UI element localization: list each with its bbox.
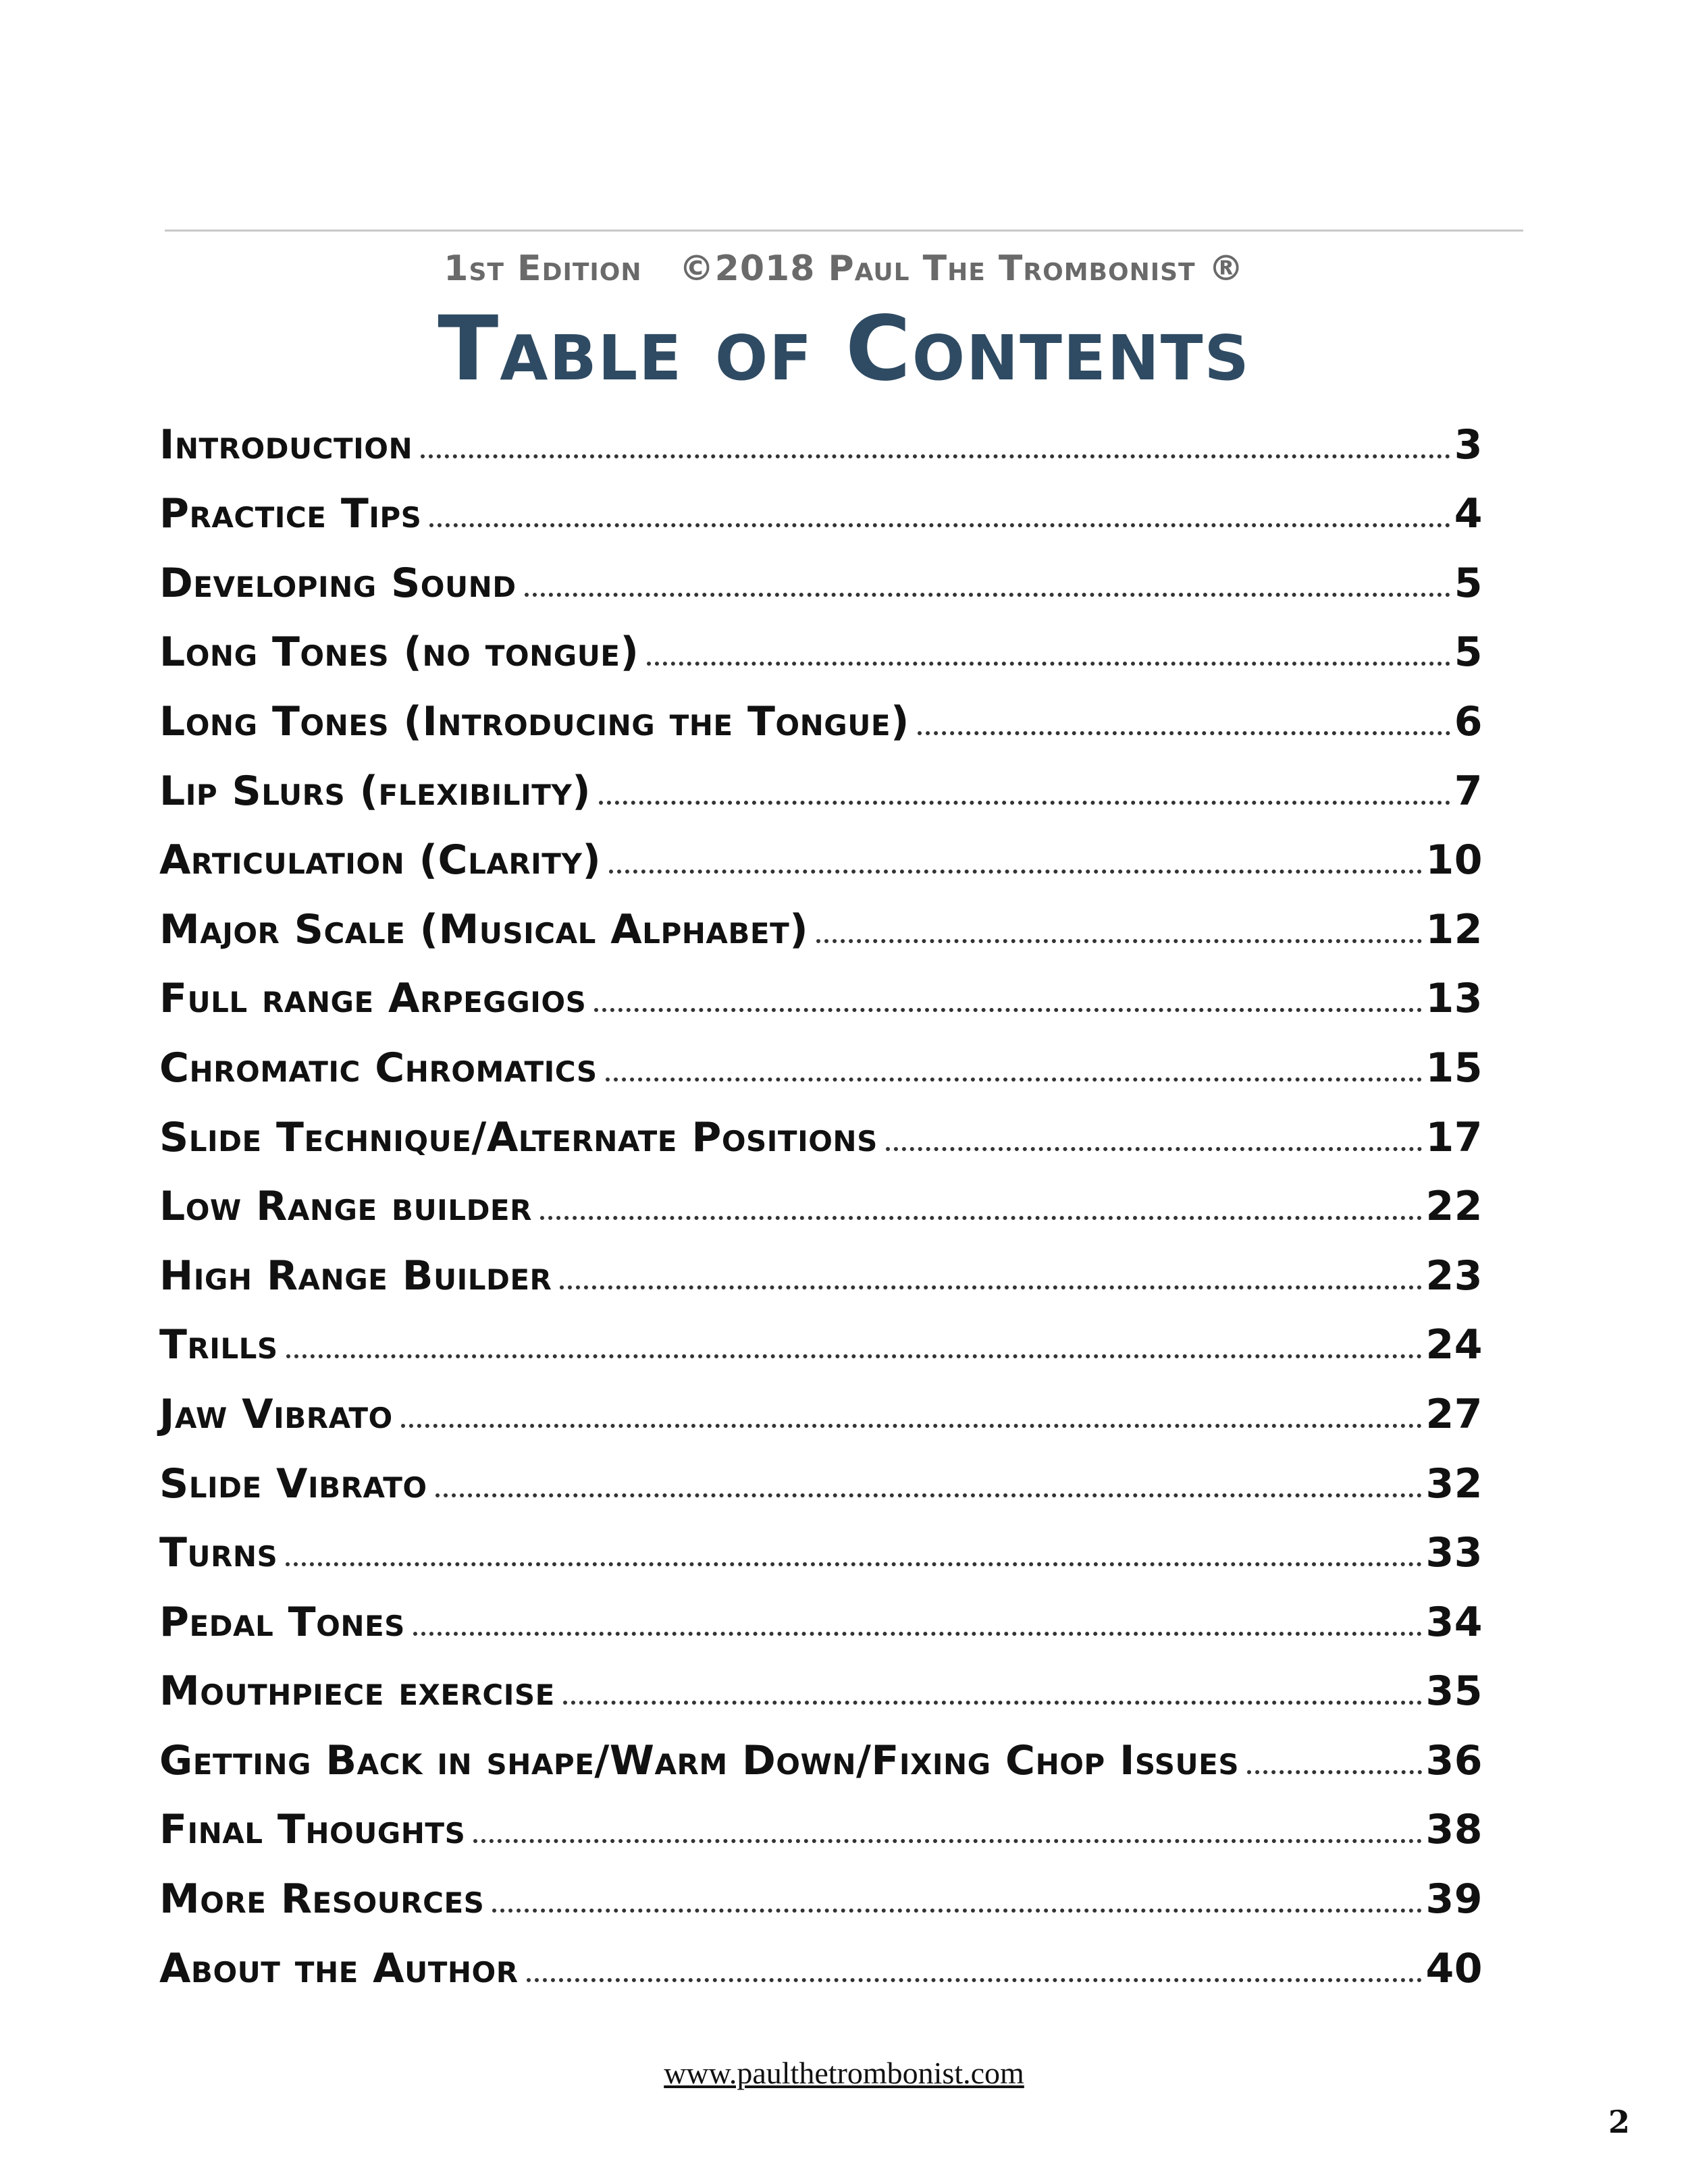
toc-entry-page: 3 xyxy=(1454,421,1483,469)
toc-entry-label: Developing Sound xyxy=(159,559,517,607)
toc-entry[interactable] xyxy=(159,672,1483,745)
toc-entry-label: Slide Technique/Alternate Positions xyxy=(159,1113,878,1161)
toc-entry[interactable] xyxy=(159,1435,1483,1508)
toc-entry-label: Articulation (Clarity) xyxy=(159,836,602,884)
toc-dot-leader xyxy=(599,801,1450,805)
toc-dot-leader xyxy=(560,1285,1421,1289)
toc-entry[interactable] xyxy=(159,1781,1483,1854)
toc-dot-leader xyxy=(886,1147,1422,1151)
table-of-contents xyxy=(159,396,1483,1992)
toc-entry-page: 33 xyxy=(1425,1529,1483,1577)
toc-dot-leader xyxy=(473,1839,1421,1843)
page-number: 2 xyxy=(1608,2104,1630,2140)
toc-dot-leader xyxy=(436,1493,1422,1497)
toc-entry[interactable] xyxy=(159,1227,1483,1300)
toc-entry-page: 15 xyxy=(1425,1044,1483,1092)
toc-dot-leader xyxy=(429,523,1450,527)
toc-entry[interactable] xyxy=(159,1711,1483,1784)
toc-dot-leader xyxy=(609,870,1421,874)
toc-entry-page: 7 xyxy=(1454,767,1483,815)
toc-entry-label: High Range Builder xyxy=(159,1252,552,1300)
toc-entry-label: Major Scale (Musical Alphabet) xyxy=(159,905,809,953)
edition-line xyxy=(0,248,1688,289)
toc-dot-leader xyxy=(540,1216,1422,1220)
toc-entry-page: 17 xyxy=(1425,1113,1483,1161)
toc-entry-page: 5 xyxy=(1454,559,1483,607)
toc-entry-label: About the Author xyxy=(159,1944,519,1992)
toc-dot-leader xyxy=(492,1909,1421,1913)
header-rule xyxy=(165,230,1523,232)
toc-entry[interactable] xyxy=(159,880,1483,953)
toc-entry[interactable] xyxy=(159,465,1483,538)
toc-entry-page: 4 xyxy=(1454,490,1483,538)
toc-entry-label: Pedal Tones xyxy=(159,1598,405,1646)
toc-entry-label: Lip Slurs (flexibility) xyxy=(159,767,591,815)
toc-dot-leader xyxy=(563,1701,1422,1705)
toc-entry[interactable] xyxy=(159,534,1483,607)
toc-entry-label: Mouthpiece exercise xyxy=(159,1668,555,1715)
footer xyxy=(0,2055,1688,2091)
toc-entry[interactable] xyxy=(159,1088,1483,1161)
toc-entry[interactable] xyxy=(159,396,1483,469)
toc-entry-page: 39 xyxy=(1425,1875,1483,1923)
toc-entry-page: 40 xyxy=(1425,1944,1483,1992)
toc-entry[interactable] xyxy=(159,1850,1483,1923)
toc-entry-label: Getting Back in shape/Warm Down/Fixing Chop Issues xyxy=(159,1736,1240,1784)
toc-dot-leader xyxy=(525,593,1450,597)
toc-entry-page: 27 xyxy=(1425,1390,1483,1438)
toc-entry[interactable] xyxy=(159,1919,1483,1992)
toc-entry-label: Turns xyxy=(159,1529,278,1577)
toc-dot-leader xyxy=(606,1077,1422,1082)
toc-dot-leader xyxy=(286,1562,1421,1566)
toc-entry[interactable] xyxy=(159,742,1483,815)
toc-entry-label: Long Tones (Introducing the Tongue) xyxy=(159,697,909,745)
toc-dot-leader xyxy=(413,1632,1422,1636)
toc-entry[interactable] xyxy=(159,1019,1483,1092)
toc-entry-page: 36 xyxy=(1425,1736,1483,1784)
toc-entry-page: 6 xyxy=(1454,697,1483,745)
toc-entry-label: Full range Arpeggios xyxy=(159,975,587,1023)
toc-entry[interactable] xyxy=(159,604,1483,676)
toc-entry-label: Jaw Vibrato xyxy=(159,1390,393,1438)
toc-entry-page: 24 xyxy=(1425,1321,1483,1369)
toc-entry-page: 5 xyxy=(1454,629,1483,676)
toc-entry-label: Practice Tips xyxy=(159,490,422,538)
toc-entry-label: Introduction xyxy=(159,421,413,469)
toc-entry-page: 12 xyxy=(1425,905,1483,953)
toc-entry-page: 38 xyxy=(1425,1806,1483,1854)
website-link[interactable]: www.paulthetrombonist.com xyxy=(664,2056,1024,2090)
toc-entry[interactable] xyxy=(159,1365,1483,1438)
toc-dot-leader xyxy=(647,662,1450,666)
toc-entry-page: 34 xyxy=(1425,1598,1483,1646)
toc-entry[interactable] xyxy=(159,1504,1483,1577)
toc-entry-page: 22 xyxy=(1425,1183,1483,1231)
toc-entry-label: Chromatic Chromatics xyxy=(159,1044,598,1092)
toc-dot-leader xyxy=(594,1008,1421,1012)
toc-entry-page: 10 xyxy=(1425,836,1483,884)
toc-entry-label: Final Thoughts xyxy=(159,1806,466,1854)
copyright-label: ©2018 Paul The Trombonist ® xyxy=(679,248,1244,289)
toc-entry-label: More Resources xyxy=(159,1875,485,1923)
toc-entry-page: 32 xyxy=(1425,1460,1483,1508)
toc-dot-leader xyxy=(401,1424,1422,1428)
toc-dot-leader xyxy=(527,1978,1422,1982)
toc-entry[interactable] xyxy=(159,950,1483,1023)
toc-entry-label: Trills xyxy=(159,1321,278,1369)
toc-dot-leader xyxy=(421,454,1450,458)
toc-dot-leader xyxy=(286,1354,1422,1358)
page-title: Table of Contents xyxy=(438,297,1250,401)
toc-entry-page: 13 xyxy=(1425,975,1483,1023)
toc-entry-label: Long Tones (no tongue) xyxy=(159,629,639,676)
toc-entry[interactable] xyxy=(159,1643,1483,1715)
toc-entry-label: Slide Vibrato xyxy=(159,1460,427,1508)
toc-entry[interactable] xyxy=(159,811,1483,884)
edition-label: 1st Edition xyxy=(444,248,642,289)
toc-dot-leader xyxy=(1247,1770,1421,1774)
toc-entry-label: Low Range builder xyxy=(159,1183,532,1231)
toc-entry[interactable] xyxy=(159,1573,1483,1646)
toc-entry-page: 35 xyxy=(1425,1668,1483,1715)
toc-dot-leader xyxy=(918,731,1450,735)
toc-entry[interactable] xyxy=(159,1296,1483,1369)
toc-entry-page: 23 xyxy=(1425,1252,1483,1300)
toc-dot-leader xyxy=(816,939,1421,943)
toc-entry[interactable] xyxy=(159,1158,1483,1231)
